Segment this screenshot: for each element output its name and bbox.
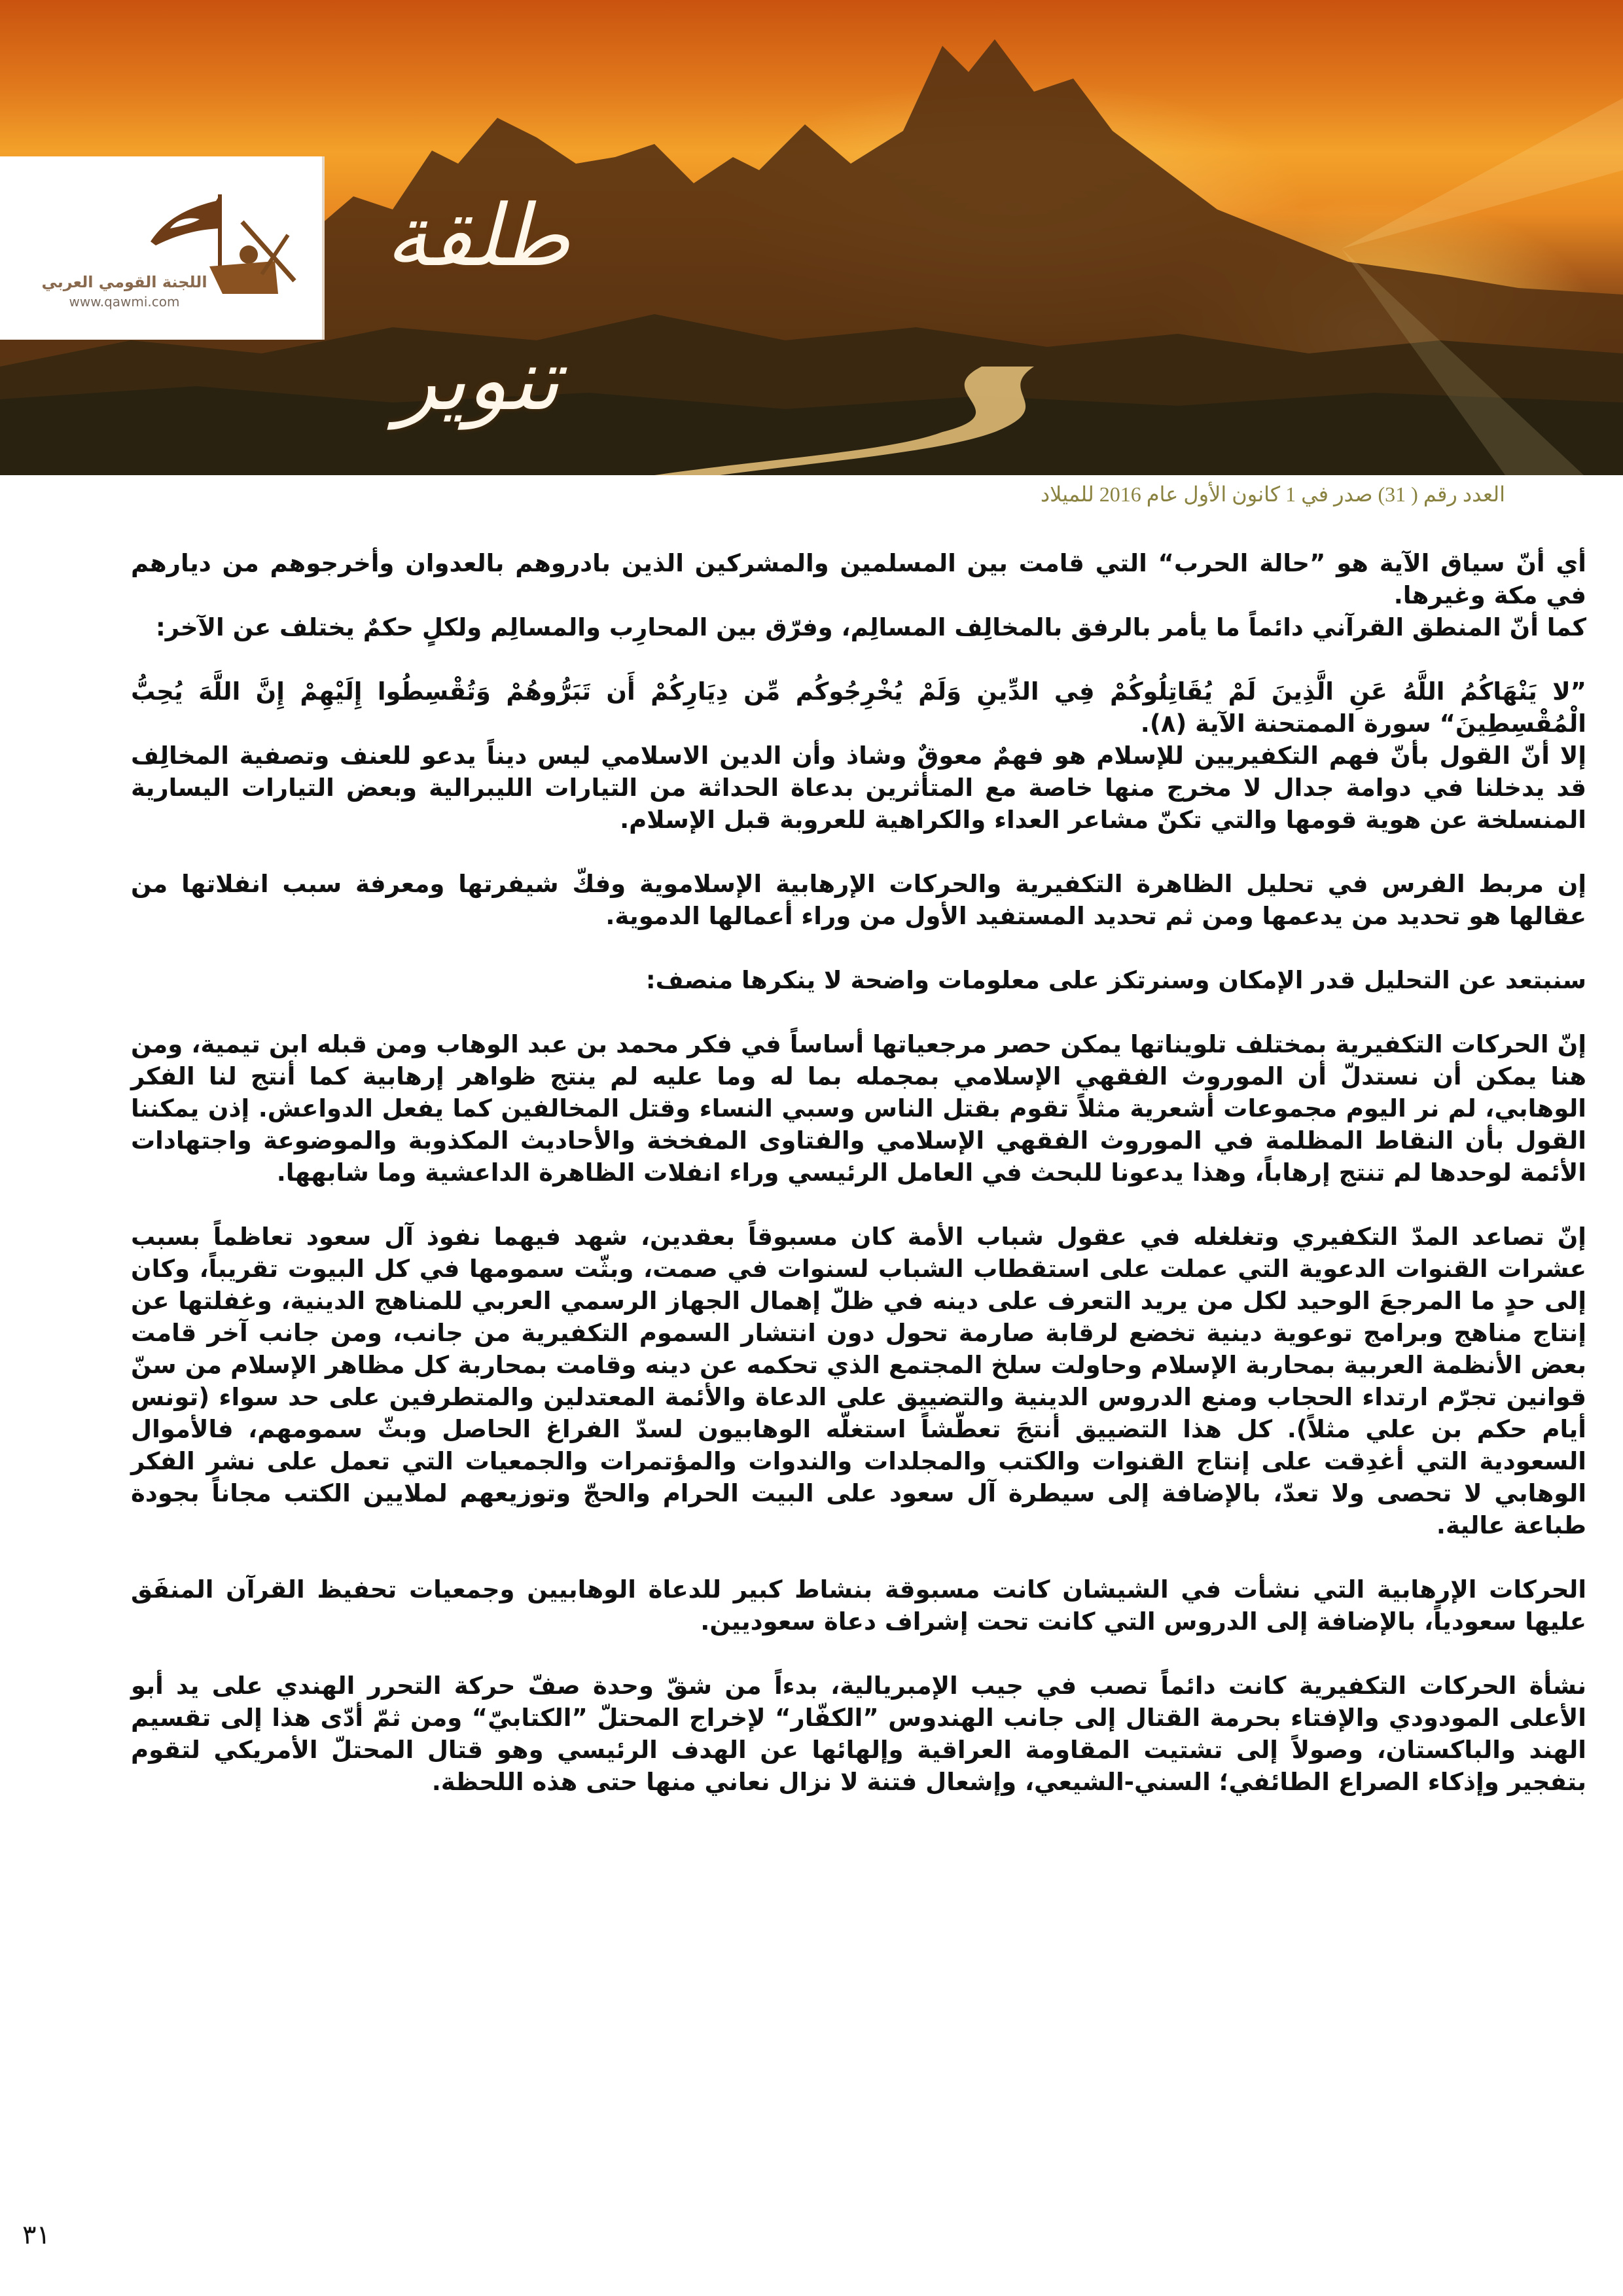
logo-org-name: اللجنة القومي العربي: [41, 273, 207, 291]
paragraph: إلا أنّ القول بأنّ فهم التكفيريين للإسلام هو فهمٌ معوقٌ وشاذ وأن الدين الاسلامي ليس ديناً يدعو للعنف وتصفية المخالِف قد يدخلنا في دوامة جدال لا مخرج منها خاصة مع المتأثرين بدعاة الحداثة من التيارات الليبرالية وبعض التيارات اليسارية المنسلخة عن هوية قومها والتي تكنّ مشاعر العداء والكراهية للعروبة قبل الإسلام.: [131, 742, 1586, 834]
quran-verse: ”لا يَنْهَاكُمُ اللَّهُ عَنِ الَّذِينَ لَمْ يُقَاتِلُوكُمْ فِي الدِّينِ وَلَمْ يُخْرِجُوكُم مِّن دِيَارِكُمْ أَن تَبَرُّوهُمْ وَتُقْسِطُوا إِلَيْهِمْ إِنَّ اللَّهَ يُحِبُّ الْمُقْسِطِينَ“ سورة الممتحنة الآية (٨).: [131, 677, 1586, 738]
page-number: ٣١: [22, 2220, 50, 2250]
issue-info: العدد رقم ( 31) صدر في 1 كانون الأول عام 2016 للميلاد: [1040, 482, 1505, 506]
paragraph: إنّ تصاعد المدّ التكفيري وتغلغله في عقول شباب الأمة كان مسبوقاً بعقدين، شهد فيهما نفوذ آل سعود تعاظماً بسبب عشرات القنوات الدعوية التي عملت على استقطاب الشباب لسنوات في صمت، وبثّت سمومها في كل البيوت تقريباً، وكان إلى حدٍ ما المرجعَ الوحيد لكل من يريد التعرف على دينه في ظلّ إهمال الجهاز الرسمي العربي للمناهج الدينية، وغفلتها عن إنتاج مناهج وبرامج توعوية دينية تخضع لرقابة صارمة تحول دون انتشار السموم التكفيرية من جانب، ومن جانب آخر قامت بعض الأنظمة العربية بمحاربة الإسلام وحاولت سلخ المجتمع الذي تحكمه عن دينه وقامت بمحاربة كل مظاهر الإسلام من سنّ قوانين تجرّم ارتداء الحجاب ومنع الدروس الدينية والتضييق على الدعاة والأئمة المعتدلين والمتطرفين على حد سواء (تونس أيام حكم بن علي مثلاً). كل هذا التضييق أنتجَ تعطّشاً استغلّه الوهابيون لسدّ الفراغ الحاصل وبثّ سمومهم، فالأموال السعودية التي أغدِقت على إنتاج القنوات والكتب والمجلدات والندوات والمؤتمرات والجمعيات التي تعمل على نشر الفكر الوهابي لا تحصى ولا تعدّ، بالإضافة إلى سيطرة آل سعود على البيت الحرام والحجّ وتوزيعهم لملايين الكتب مجاناً بجودة طباعة عالية.: [131, 1223, 1586, 1539]
article-body: [131, 547, 1586, 1830]
paragraph: أي أنّ سياق الآية هو ”حالة الحرب“ التي قامت بين المسلمين والمشركين الذين بادروهم بالعدوان وأخرجوهم من ديارهم في مكة وغيرها.: [131, 549, 1586, 609]
paragraph: سنبتعد عن التحليل قدر الإمكان وسنرتكز على معلومات واضحة لا ينكرها منصف:: [645, 966, 1586, 994]
paragraph: الحركات الإرهابية التي نشأت في الشيشان كانت مسبوقة بنشاط كبير للدعاة الوهابيين وجمعيات تحفيظ القرآن المنفَق عليها سعودياً، بالإضافة إلى الدروس التي كانت تحت إشراف دعاة سعوديين.: [131, 1575, 1586, 1636]
paragraph: كما أنّ المنطق القرآني دائماً ما يأمر بالرفق بالمخالِف المسالِم، وفرّق بين المحارِب والمسالِم ولكلٍ حكمٌ يختلف عن الآخر:: [156, 613, 1586, 641]
paragraph: نشأة الحركات التكفيرية كانت دائماً تصب في جيب الإمبريالية، بدءاً من شقّ وحدة صفّ حركة التحرر الهندي على يد أبو الأعلى المودودي والإفتاء بحرمة القتال إلى جانب الهندوس ”الكفّار“ لإخراج المحتلّ ”الكتابيّ“ ومن ثمّ أدّى هذا إلى تقسيم الهند والباكستان، وصولاً إلى تشتيت المقاومة العراقية وإلهائها عن الهدف الرئيسي وهو قتال المحتلّ الأمريكي لتقوم بتفجير وإذكاء الصراع الطائفي؛ السني-الشيعي، وإشعال فتنة لا نزال نعاني منها حتى هذه اللحظة.: [131, 1672, 1586, 1796]
paragraph: إن مربط الفرس في تحليل الظاهرة التكفيرية والحركات الإرهابية الإسلاموية وفكّ شيفرتها ومعرفة سبب انفلاتها من عقالها هو تحديد من يدعمها ومن ثم تحديد المستفيد الأول من وراء أعمالها الدموية.: [131, 870, 1586, 930]
magazine-title: طلقة تنوير: [385, 186, 570, 429]
logo-url: www.qawmi.com: [69, 294, 180, 310]
paragraph: إنّ الحركات التكفيرية بمختلف تلويناتها يمكن حصر مرجعياتها أساساً في فكر محمد بن عبد الوهاب ومن قبله ابن تيمية، ومن هنا يمكن أن نستدلّ أن الموروث الفقهي الإسلامي بمجمله بما له وما عليه لم ينتج ظواهر إرهابية كما أنتج لنا الفكر الوهابي، لم نر اليوم مجموعات أشعرية مثلاً تقوم بقتل الناس وسبي النساء وقتل المخالفين كما يفعل الدواعش. إذن يمكننا القول بأن النقاط المظلمة في الموروث الفقهي الإسلامي والفتاوى المفخخة والأحاديث المكذوبة والموضوعة واجتهادات الأئمة لوحدها لم تنتج إرهاباً، وهذا يدعونا للبحث في العامل الرئيسي وراء انفلات الظاهرة الداعشية وما شابهها.: [131, 1030, 1586, 1187]
organization-logo: [0, 156, 325, 340]
